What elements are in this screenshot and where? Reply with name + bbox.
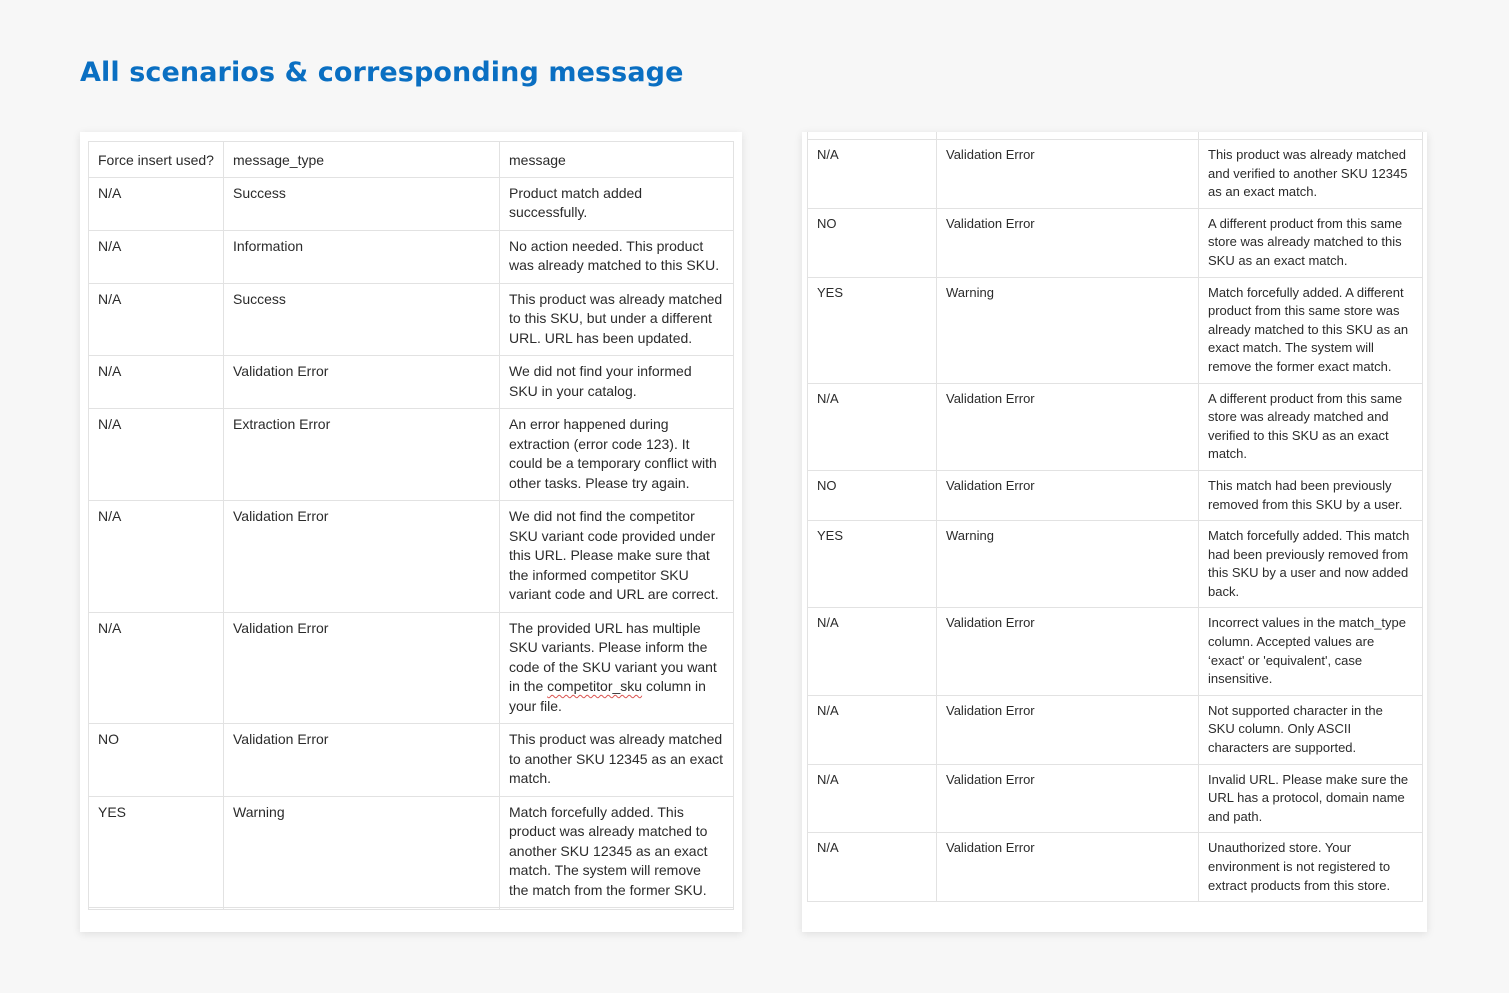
message-cell: Unauthorized store. Your environment is not registered to extract products from this store. [1199,833,1423,902]
message-cell: Match forcefully added. This product was already matched to another SKU 12345 as an exact match. The system will remove the match from the former SKU. [500,796,734,908]
scenarios-table-left [88,141,734,910]
message-text-after: column in your file. [509,678,706,714]
message-type-cell: Extraction Error [224,409,500,501]
force-insert-cell: N/A [808,695,937,764]
force-insert-cell: YES [89,796,224,908]
table-row [808,208,1423,277]
message-type-cell: Success [224,177,500,230]
table-row [89,409,734,501]
message-type-cell: Warning [937,277,1199,383]
force-insert-cell: N/A [808,383,937,470]
table-row [808,140,1423,209]
scenarios-table-panel-left [80,132,742,932]
force-insert-cell: N/A [89,177,224,230]
table-row [808,764,1423,833]
message-type-cell: Validation Error [937,695,1199,764]
table-row [808,521,1423,608]
message-type-cell: Warning [224,796,500,908]
table-row [808,470,1423,520]
message-cell: Product match added successfully. [500,177,734,230]
force-insert-cell: N/A [808,833,937,902]
message-type-cell: Validation Error [224,724,500,797]
column-header-message-type: message_type [224,142,500,178]
competitor-sku-column-name: competitor_sku [547,678,643,694]
force-insert-cell: N/A [89,356,224,409]
force-insert-cell: YES [808,521,937,608]
force-insert-cell: NO [808,470,937,520]
force-insert-cell: YES [808,277,937,383]
message-cell: Match forcefully added. This match had been previously removed from this SKU by a user and now added back. [1199,521,1423,608]
force-insert-cell: N/A [89,501,224,613]
message-type-cell: Validation Error [937,470,1199,520]
force-insert-cell: N/A [89,409,224,501]
message-cell: We did not find your informed SKU in your catalog. [500,356,734,409]
column-header-message: message [500,142,734,178]
message-type-cell: Success [224,283,500,356]
message-type-cell: Information [224,230,500,283]
message-cell: Match forcefully added. A different product from this same store was already matched to this SKU as an exact match. The system will remove the former exact match. [1199,277,1423,383]
message-type-cell: Validation Error [937,764,1199,833]
force-insert-cell: N/A [808,608,937,695]
force-insert-cell: N/A [89,230,224,283]
table-row [808,695,1423,764]
force-insert-cell: N/A [89,612,224,724]
message-type-cell: Validation Error [937,140,1199,209]
message-cell: Invalid URL. Please make sure the URL has a protocol, domain name and path. [1199,764,1423,833]
message-cell: We did not find the competitor SKU variant code provided under this URL. Please make sure that the informed competitor SKU variant code and URL are correct. [500,501,734,613]
scenarios-table-right [807,132,1423,902]
force-insert-cell: NO [808,208,937,277]
message-cell [500,612,734,724]
message-cell: A different product from this same store was already matched and verified to this SKU as an exact match. [1199,383,1423,470]
table-row-cutoff [808,132,1423,140]
force-insert-cell: N/A [808,140,937,209]
table-row [89,356,734,409]
message-cell: No action needed. This product was already matched to this SKU. [500,230,734,283]
message-cell: Not supported character in the SKU column. Only ASCII characters are supported. [1199,695,1423,764]
message-type-cell: Validation Error [937,608,1199,695]
message-cell: This match had been previously removed from this SKU by a user. [1199,470,1423,520]
table-row [808,277,1423,383]
table-row [89,283,734,356]
page-title: All scenarios & corresponding message [80,57,684,88]
message-type-cell: Validation Error [937,208,1199,277]
table-row-cutoff [89,908,734,910]
message-cell: A different product from this same store was already matched to this SKU as an exact match. [1199,208,1423,277]
column-header-force-insert: Force insert used? [89,142,224,178]
table-row [89,230,734,283]
table-row [89,177,734,230]
table-row [808,833,1423,902]
message-cell: This product was already matched to this SKU, but under a different URL. URL has been updated. [500,283,734,356]
message-cell: An error happened during extraction (error code 123). It could be a temporary conflict with other tasks. Please try again. [500,409,734,501]
table-row [89,724,734,797]
message-cell: This product was already matched and verified to another SKU 12345 as an exact match. [1199,140,1423,209]
message-type-cell: Validation Error [937,383,1199,470]
table-row [808,608,1423,695]
force-insert-cell: N/A [89,283,224,356]
table-row [808,383,1423,470]
message-text-before: The provided URL has multiple SKU variants. Please inform the code of the SKU variant you want in the [509,619,717,694]
message-type-cell: Warning [937,521,1199,608]
scenarios-table-panel-right [802,132,1427,932]
force-insert-cell: NO [89,724,224,797]
table-row [89,612,734,724]
table-row [89,796,734,908]
table-header-row [89,142,734,178]
message-type-cell: Validation Error [224,501,500,613]
message-cell: This product was already matched to another SKU 12345 as an exact match. [500,724,734,797]
message-cell: Incorrect values in the match_type column. Accepted values are ‘exact' or 'equivalent', case insensitive. [1199,608,1423,695]
message-type-cell: Validation Error [224,356,500,409]
message-type-cell: Validation Error [937,833,1199,902]
message-type-cell: Validation Error [224,612,500,724]
table-row [89,501,734,613]
force-insert-cell: N/A [808,764,937,833]
